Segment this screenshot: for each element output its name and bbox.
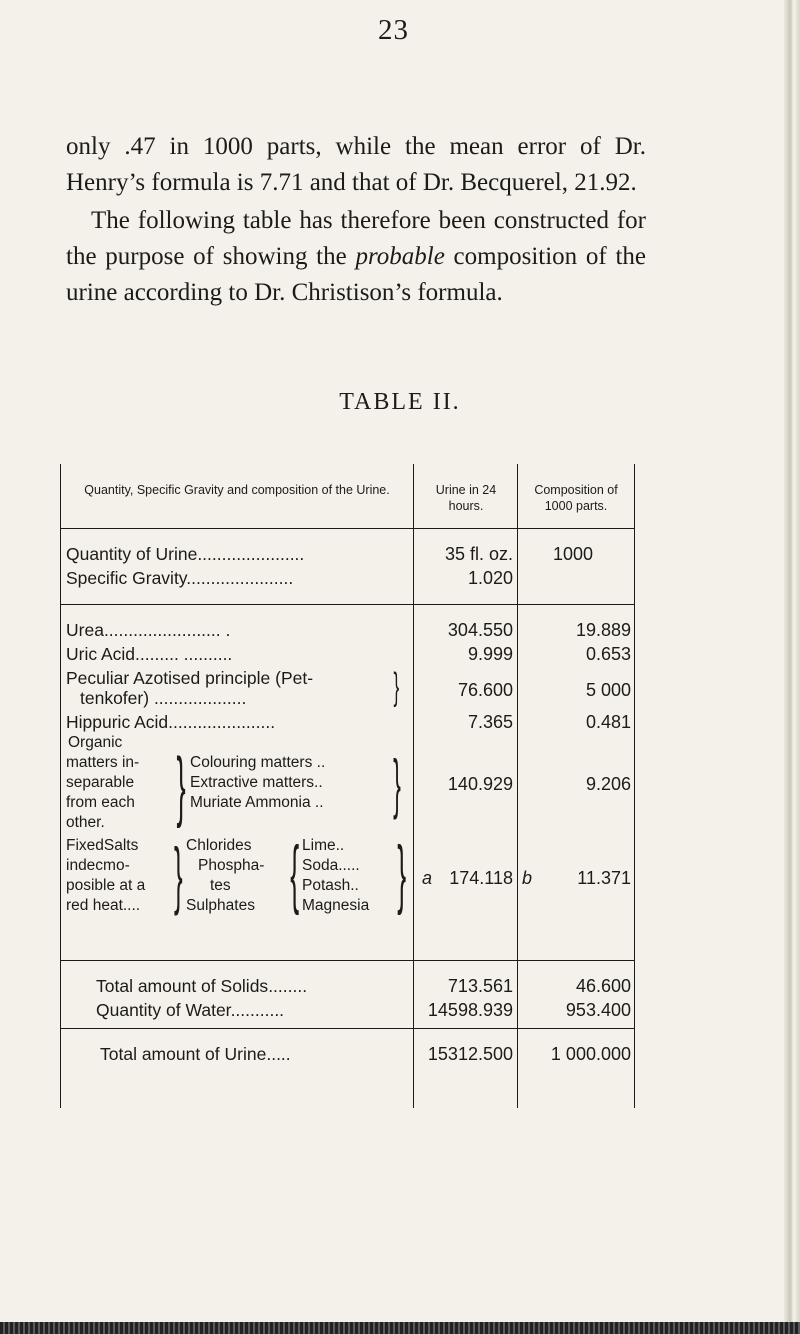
organic-left-5: other. — [66, 814, 105, 831]
urea-24h: 304.550 — [447, 620, 513, 640]
total-solids-1000: 46.600 — [575, 976, 631, 996]
header-col3: Composition of 1000 parts. — [534, 483, 618, 513]
quantity-urine-1000: 1000 — [553, 544, 594, 564]
row-uric-acid: Uric Acid......... .......... — [66, 644, 233, 664]
organic-1000: 9.206 — [585, 774, 631, 794]
hippuric-24h: 7.365 — [467, 712, 513, 732]
uric-acid-1000: 0.653 — [585, 644, 631, 664]
row-peculiar-line1: Peculiar Azotised principle (Pet- — [66, 668, 314, 688]
fixed-left-2: indecmo- — [66, 857, 130, 874]
fixed-left-1: FixedSalts — [66, 837, 139, 854]
row-total-solids: Total amount of Solids........ — [96, 976, 308, 996]
organic-right-3: Muriate Ammonia .. — [190, 794, 324, 811]
peculiar-1000: 5 000 — [585, 680, 631, 700]
row-urea: Urea........................ . — [66, 620, 231, 640]
row-specific-gravity: Specific Gravity...................... — [66, 568, 294, 588]
uric-acid-24h: 9.999 — [467, 644, 513, 664]
header-col1: Quantity, Specific Gravity and composition of the Urine. — [84, 483, 390, 497]
header-col2: Urine in 24 hours. — [435, 483, 497, 513]
header-rule — [60, 528, 635, 529]
table-border-right — [634, 464, 635, 1108]
paragraph-2-italic: probable — [355, 243, 445, 270]
fixed-1000: 11.371 — [577, 868, 631, 888]
peculiar-24h: 76.600 — [457, 680, 513, 700]
row-total-urine: Total amount of Urine..... — [100, 1044, 291, 1064]
row-hippuric-acid: Hippuric Acid...................... — [66, 712, 276, 732]
fixed-right-1: Lime.. — [302, 837, 345, 854]
fixed-mid-1: Chlorides — [186, 837, 252, 854]
table-border-left — [60, 464, 61, 1108]
row-peculiar-line2: tenkofer) ................... — [80, 688, 247, 708]
row-quantity-water: Quantity of Water........... — [96, 1000, 285, 1020]
organic-left-3: separable — [66, 774, 135, 791]
paragraph-2-text-start: The following table has therefore been constructed for the purpose of showing the — [66, 207, 646, 270]
fixed-1000-note: b — [522, 868, 533, 888]
table-column-rule-1 — [413, 464, 414, 1108]
row-quantity-of-urine: Quantity of Urine...................... — [66, 544, 305, 564]
fixed-mid-4: Sulphates — [186, 897, 255, 914]
fixed-right-3: Potash.. — [302, 877, 359, 894]
specific-gravity-24h: 1.020 — [467, 568, 513, 588]
organic-left-1: Organic — [68, 734, 123, 751]
total-urine-24h: 15312.500 — [427, 1044, 513, 1064]
paragraph-1-text: only .47 in 1000 parts, while the mean error of Dr. Henry’s formula is 7.71 and that of Dr. Becquerel, 21.92. — [66, 133, 646, 196]
organic-left-4: from each — [66, 794, 135, 811]
page-number: 23 — [378, 14, 409, 46]
fixed-right-brace: } — [397, 831, 407, 916]
fixed-right-2: Soda..... — [302, 857, 360, 874]
total-urine-1000: 1 000.000 — [550, 1044, 631, 1064]
quantity-urine-24h: 35 fl. oz. — [444, 544, 513, 564]
table-title: TABLE II. — [339, 389, 461, 415]
fixed-right-4: Magnesia — [302, 897, 370, 914]
organic-24h: 140.929 — [447, 774, 513, 794]
peculiar-brace: } — [393, 666, 400, 708]
fixed-left-4: red heat.... — [66, 897, 141, 914]
fixed-left-3: posible at a — [66, 877, 146, 894]
group2-rule — [60, 960, 635, 961]
organic-left-2: matters in- — [66, 754, 140, 771]
fixed-left-brace: } — [174, 833, 183, 916]
urea-1000: 19.889 — [575, 620, 631, 640]
paragraph-2-text-end: composition of the urine according to Dr. Christison’s formula. — [66, 243, 646, 306]
organic-left-brace: } — [176, 741, 186, 829]
fixed-mid-3: tes — [210, 877, 231, 894]
fixed-mid-2: Phospha- — [198, 857, 265, 874]
fixed-24h: 174.118 — [449, 868, 513, 888]
organic-right-brace: } — [393, 746, 401, 820]
table-column-rule-2 — [517, 464, 518, 1108]
fixed-mid-brace: { — [290, 831, 300, 916]
water-1000: 953.400 — [565, 1000, 631, 1020]
organic-right-2: Extractive matters.. — [190, 774, 323, 791]
fixed-24h-note: a — [422, 868, 433, 888]
scan-bottom-strip — [0, 1322, 800, 1334]
group1-rule — [60, 604, 635, 605]
organic-right-1: Colouring matters .. — [190, 754, 326, 771]
hippuric-1000: 0.481 — [585, 712, 631, 732]
total-solids-24h: 713.561 — [447, 976, 513, 996]
water-24h: 14598.939 — [427, 1000, 513, 1020]
group3-rule — [60, 1028, 635, 1029]
